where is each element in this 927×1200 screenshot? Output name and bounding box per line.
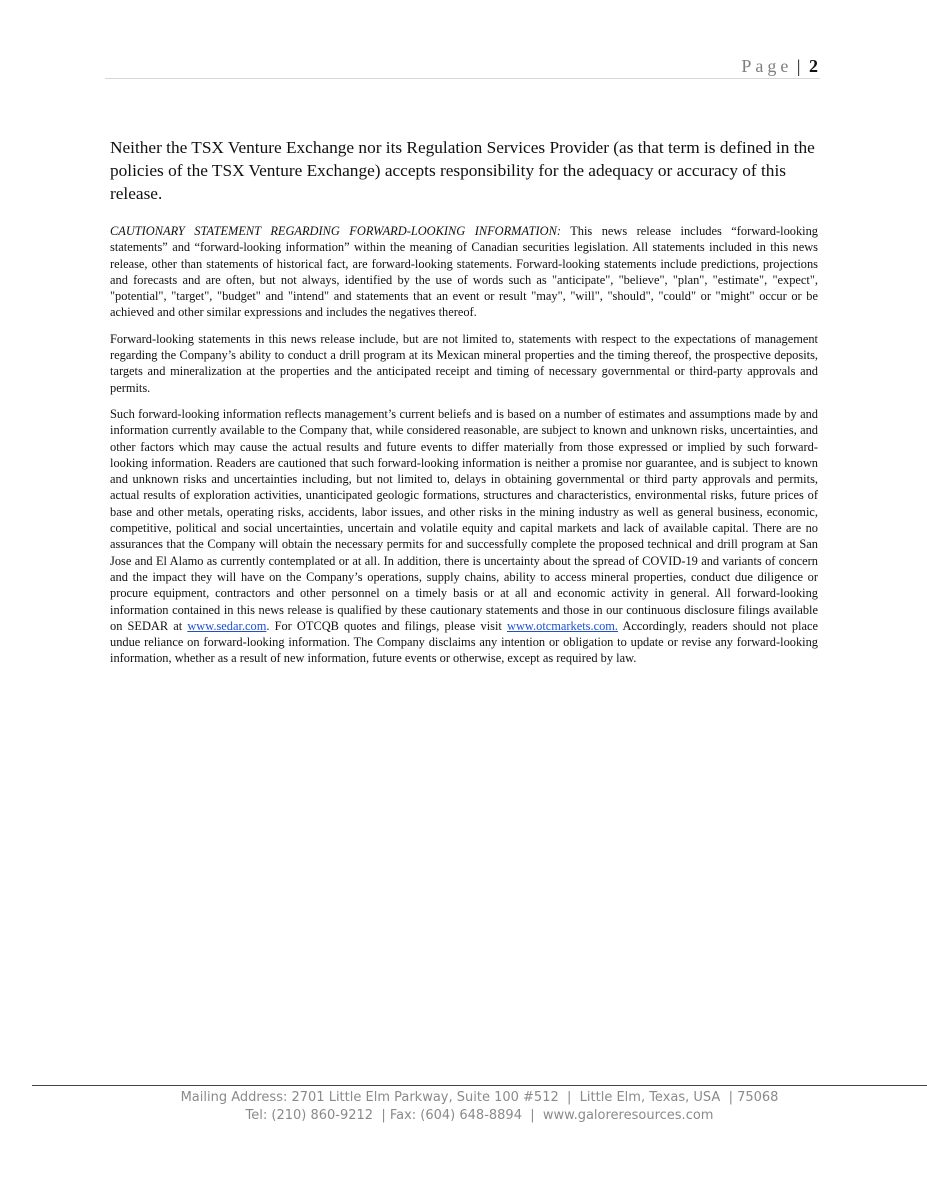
page-number: 2 <box>809 56 818 76</box>
footer-mailing-address: Mailing Address: 2701 Little Elm Parkway, Suite 100 #512 | Little Elm, Texas, USA | 75068 <box>180 1090 779 1105</box>
page-label: Page <box>741 56 793 76</box>
risk-text-part2: . For OTCQB quotes and filings, please visit <box>266 618 507 633</box>
document-body <box>110 136 818 677</box>
page-header <box>105 52 820 79</box>
sedar-link[interactable]: www.sedar.com <box>187 618 267 633</box>
page-number-indicator <box>741 56 818 77</box>
risk-text-part3: Accordingly, readers should not place undue reliance on forward-looking information. The Company disclaims any intention or obligation to update or revise any forward-looking information, whether as a result of new information, future events or otherwise, except as required by law. <box>110 618 818 666</box>
page-footer <box>32 1089 927 1125</box>
risk-factors-paragraph <box>110 406 818 667</box>
forward-looking-scope-paragraph: Forward-looking statements in this news release include, but are not limited to, statements with respect to the expectations of management regarding the Company’s ability to conduct a drill program at its Mexican mineral properties and the timing thereof, the prospective deposits, targets and mineralization at the properties and the anticipated receipt and timing of necessary governmental or third-party approvals and permits. <box>110 331 818 395</box>
footer-divider <box>32 1085 927 1086</box>
cautionary-heading: CAUTIONARY STATEMENT REGARDING FORWARD-LOOKING INFORMATION: <box>110 224 561 238</box>
risk-text-part1: Such forward-looking information reflects management’s current beliefs and is based on a number of estimates and assumptions made by and information currently available to the Company that, while considered reasonable, are subject to known and unknown risks, uncertainties, and other factors which may cause the actual results and future events to differ materially from those expressed or implied by such forward-looking information. Readers are cautioned that such forward-looking information is neither a promise nor guarantee, and is subject to known and unknown risks and uncertainties including, but not limited to, delays in obtaining governmental or third party approvals and permits, actual results of exploration activities, unanticipated geologic formations, structures and characteristics, environmental risks, future prices of base and other metals, operating risks, accidents, labor issues, and other risks in the mining industry as well as general business, economic, competitive, political and social uncertainties, uncertain and volatile equity and capital markets and lack of available capital. There are no assurances that the Company will obtain the necessary permits for and successfully complete the proposed technical and drill program at San Jose and El Alamo as currently contemplated or at all. In addition, there is uncertainty about the spread of COVID-19 and variants of concern and the impact they will have on the Company’s operations, supply chains, ability to access mineral properties, conduct due diligence or procure equipment, contractors and other personnel on a timely basis or at all and economic activity in general. All forward-looking information contained in this news release is qualified by these cautionary statements and those in our continuous disclosure filings available on SEDAR at <box>110 406 818 633</box>
page-separator: | <box>796 56 801 76</box>
otcmarkets-link[interactable]: www.otcmarkets.com. <box>507 618 619 633</box>
cautionary-statement-paragraph <box>110 223 818 321</box>
cautionary-body: This news release includes “forward-looking statements” and “forward-looking information” within the meaning of Canadian securities legislation. All statements included in this news release, other than statements of historical fact, are forward-looking statements. Forward-looking statements include predictions, projections and forecasts and are often, but not always, identified by the use of words such as "anticipate", "believe", "plan", "estimate", "expect", "potential", "target", "budget" and "intend" and statements that an event or result "may", "will", "should", "could" or "might" occur or be achieved and other similar expressions and includes the negatives thereof. <box>110 224 818 320</box>
footer-contact: Tel: (210) 860-9212 | Fax: (604) 648-8894 | www.galoreresources.com <box>245 1108 714 1123</box>
exchange-disclaimer: Neither the TSX Venture Exchange nor its Regulation Services Provider (as that term is defined in the policies of the TSX Venture Exchange) accepts responsibility for the adequacy or accuracy of this release. <box>110 138 815 203</box>
